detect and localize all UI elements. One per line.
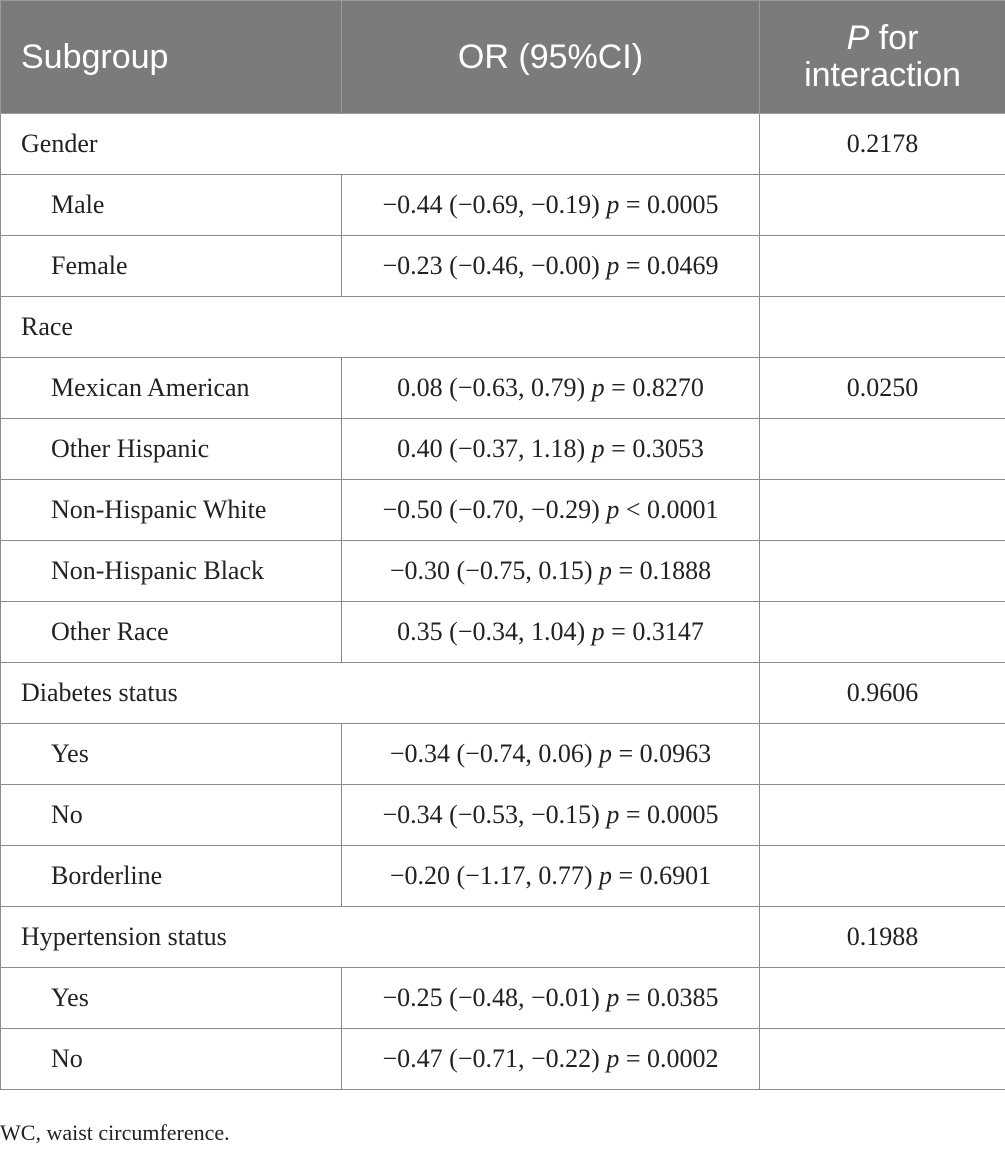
group-row-hypertension: [1, 907, 1005, 968]
p-interaction-value: 0.9606: [760, 663, 1005, 724]
p-letter: p: [606, 1044, 620, 1073]
or-ci-value: [342, 724, 760, 785]
or-ci-value: [342, 419, 760, 480]
subgroup-label: No: [1, 1029, 342, 1090]
header-subgroup: Subgroup: [1, 1, 342, 114]
table-row: [1, 1029, 1005, 1090]
p-value: = 0.3053: [604, 434, 704, 463]
or-ci-value: [342, 968, 760, 1029]
or-ci-value: [342, 785, 760, 846]
subgroup-label: Male: [1, 175, 342, 236]
p-interaction-empty: [760, 1029, 1005, 1090]
p-letter: p: [606, 251, 620, 280]
p-letter: p: [591, 617, 605, 646]
table-row: [1, 236, 1005, 297]
p-interaction-empty: [760, 785, 1005, 846]
subgroup-label: No: [1, 785, 342, 846]
p-interaction-value: 0.1988: [760, 907, 1005, 968]
table-row: [1, 846, 1005, 907]
table-row: [1, 602, 1005, 663]
p-interaction-empty: [760, 541, 1005, 602]
header-interaction: interaction: [804, 56, 961, 94]
table-row: [1, 541, 1005, 602]
or-text: −0.50 (−0.70, −0.29): [382, 495, 600, 524]
or-ci-value: [342, 480, 760, 541]
group-label: Hypertension status: [1, 907, 760, 968]
or-text: −0.20 (−1.17, 0.77): [389, 861, 593, 890]
subgroup-label: Other Race: [1, 602, 342, 663]
p-interaction-empty: [760, 419, 1005, 480]
p-value: = 0.1888: [611, 556, 712, 585]
subgroup-label: Female: [1, 236, 342, 297]
table-row: [1, 419, 1005, 480]
or-text: 0.40 (−0.37, 1.18): [397, 434, 586, 463]
subgroup-label: Yes: [1, 724, 342, 785]
or-text: 0.08 (−0.63, 0.79): [397, 373, 586, 402]
group-row-gender: [1, 114, 1005, 175]
or-text: −0.47 (−0.71, −0.22): [382, 1044, 600, 1073]
p-value: = 0.0385: [619, 983, 719, 1012]
group-label: Race: [1, 297, 760, 358]
p-interaction-empty: [760, 480, 1005, 541]
p-letter: p: [598, 556, 612, 585]
p-interaction-empty: [760, 968, 1005, 1029]
or-text: −0.44 (−0.69, −0.19): [382, 190, 600, 219]
or-ci-value: [342, 175, 760, 236]
p-letter: p: [598, 861, 612, 890]
p-interaction-empty: [760, 175, 1005, 236]
or-ci-value: [342, 358, 760, 419]
p-letter: p: [606, 495, 620, 524]
header-or-ci: OR (95%CI): [342, 1, 760, 114]
p-interaction-empty: [760, 846, 1005, 907]
header-p-for: for: [869, 19, 919, 58]
header-p-letter: P: [846, 19, 870, 58]
p-interaction-value: 0.2178: [760, 114, 1005, 175]
or-ci-value: [342, 236, 760, 297]
p-interaction-empty: [760, 236, 1005, 297]
table-footnote: WC, waist circumference.: [0, 1120, 230, 1145]
or-text: −0.25 (−0.48, −0.01): [382, 983, 600, 1012]
or-ci-value: [342, 602, 760, 663]
table-row: [1, 480, 1005, 541]
table-row: [1, 358, 1005, 419]
or-ci-value: [342, 846, 760, 907]
header-p-interaction: [760, 1, 1005, 114]
subgroup-label: Other Hispanic: [1, 419, 342, 480]
p-value: = 0.0963: [611, 739, 712, 768]
p-letter: p: [606, 983, 620, 1012]
group-row-race: [1, 297, 1005, 358]
p-value: = 0.0005: [619, 800, 719, 829]
subgroup-label: Non-Hispanic White: [1, 480, 342, 541]
subgroup-label: Yes: [1, 968, 342, 1029]
table-body: [1, 114, 1005, 1090]
group-label: Gender: [1, 114, 760, 175]
group-row-diabetes: [1, 663, 1005, 724]
p-value: = 0.0002: [619, 1044, 719, 1073]
p-interaction-empty: [760, 724, 1005, 785]
p-interaction-empty: [760, 602, 1005, 663]
subgroup-label: Non-Hispanic Black: [1, 541, 342, 602]
group-label: Diabetes status: [1, 663, 760, 724]
table-row: [1, 175, 1005, 236]
p-value: < 0.0001: [619, 495, 719, 524]
or-text: −0.23 (−0.46, −0.00): [382, 251, 600, 280]
p-value: = 0.6901: [611, 861, 712, 890]
subgroup-label: Borderline: [1, 846, 342, 907]
subgroup-label: Mexican American: [1, 358, 342, 419]
p-letter: p: [606, 800, 620, 829]
table-row: [1, 724, 1005, 785]
or-text: 0.35 (−0.34, 1.04): [397, 617, 586, 646]
p-letter: p: [598, 739, 612, 768]
p-letter: p: [606, 190, 620, 219]
or-text: −0.34 (−0.53, −0.15): [382, 800, 600, 829]
table-row: [1, 785, 1005, 846]
p-interaction-value: 0.0250: [760, 358, 1005, 419]
p-value: = 0.0005: [619, 190, 719, 219]
p-letter: p: [591, 373, 605, 402]
table-row: [1, 968, 1005, 1029]
p-letter: p: [591, 434, 605, 463]
or-text: −0.34 (−0.74, 0.06): [389, 739, 593, 768]
header-row: [1, 1, 1005, 114]
p-interaction-empty: [760, 297, 1005, 358]
p-value: = 0.8270: [604, 373, 704, 402]
or-text: −0.30 (−0.75, 0.15): [389, 556, 593, 585]
or-ci-value: [342, 541, 760, 602]
p-value: = 0.3147: [604, 617, 704, 646]
p-value: = 0.0469: [619, 251, 719, 280]
or-ci-value: [342, 1029, 760, 1090]
table-header: [1, 1, 1005, 114]
